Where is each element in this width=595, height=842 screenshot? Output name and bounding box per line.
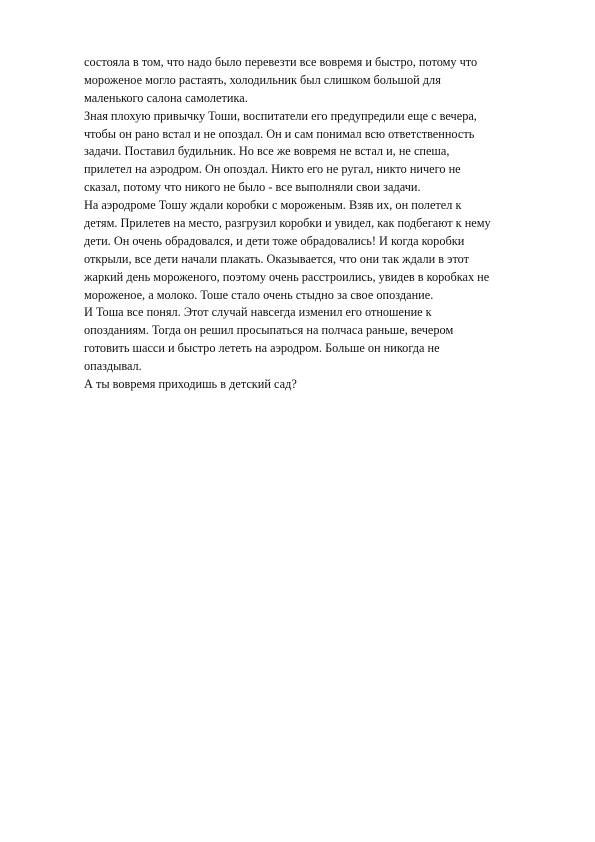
text-line: И Тоша все понял. Этот случай навсегда изменил его отношение к (84, 305, 432, 320)
story-text (84, 54, 544, 394)
text-line: дети. Он очень обрадовался, и дети тоже обрадовались! И когда коробки (84, 233, 465, 248)
text-line: состояла в том, что надо было перевезти все вовремя и быстро, потому что (84, 55, 478, 69)
text-line: мороженое могло растаять, холодильник был слишком большой для (84, 72, 441, 87)
text-line: открыли, все дети начали плакать. Оказывается, что они так ждали в этот (84, 251, 470, 266)
text-line: жаркий день мороженого, поэтому очень расстроились, увидев в коробках не (84, 269, 490, 284)
text-line: опаздывал. (84, 359, 142, 374)
text-line: мороженое, а молоко. Тоше стало очень стыдно за свое опоздание. (84, 287, 434, 302)
text-line: чтобы он рано встал и не опоздал. Он и сам понимал всю ответственность (84, 126, 475, 141)
text-line: На аэродроме Тошу ждали коробки с мороженым. Взяв их, он полетел к (84, 198, 462, 213)
text-line: прилетел на аэродром. Он опоздал. Никто его не ругал, никто ничего не (84, 162, 461, 177)
text-line: детям. Прилетев на место, разгрузил коробки и увидел, как подбегают к нему (84, 216, 491, 231)
text-line: А ты вовремя приходишь в детский сад? (84, 377, 297, 392)
text-line: маленького салона самолетика. (84, 90, 248, 105)
text-line: сказал, потому что никого не было - все выполняли свои задачи. (84, 180, 421, 195)
text-line: задачи. Поставил будильник. Но все же вовремя не встал и, не спеша, (84, 144, 450, 159)
text-line: готовить шасси и быстро лететь на аэродром. Больше он никогда не (84, 341, 440, 356)
text-line: Зная плохую привычку Тоши, воспитатели его предупредили еще с вечера, (84, 108, 477, 123)
text-line: опозданиям. Тогда он решил просыпаться на полчаса раньше, вечером (84, 323, 454, 338)
